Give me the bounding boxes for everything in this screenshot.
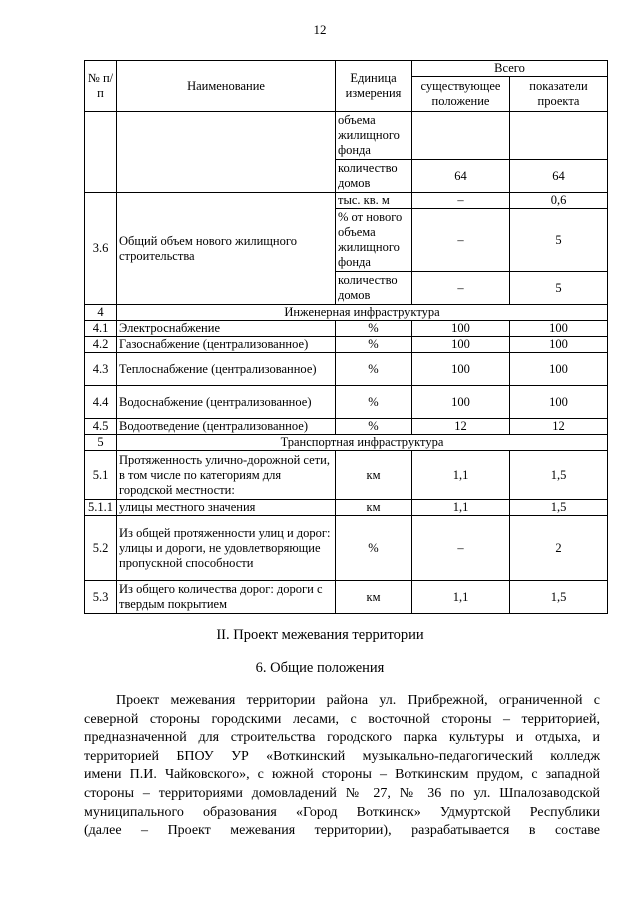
- cell-unit: %: [336, 516, 412, 581]
- cell-num: 4.1: [85, 321, 117, 337]
- table-row: [85, 386, 608, 419]
- cell-name: Водоотведение (централизованное): [117, 419, 336, 435]
- cell-name: Общий объем нового жилищного строительства: [117, 193, 336, 305]
- cell-project: 5: [510, 272, 608, 305]
- cell-project: 1,5: [510, 451, 608, 500]
- cell-existing: [412, 112, 510, 160]
- indicators-table: [84, 60, 608, 614]
- table-row: [85, 337, 608, 353]
- table-row: [85, 321, 608, 337]
- cell-name: Водоснабжение (централизованное): [117, 386, 336, 419]
- cell-num: 5.1.1: [85, 500, 117, 516]
- cell-unit: тыс. кв. м: [336, 193, 412, 209]
- cell-unit: км: [336, 500, 412, 516]
- cell-unit: %: [336, 386, 412, 419]
- cell-existing: –: [412, 209, 510, 272]
- cell-existing: –: [412, 516, 510, 581]
- cell-project: 0,6: [510, 193, 608, 209]
- cell-existing: –: [412, 272, 510, 305]
- cell-existing: 1,1: [412, 500, 510, 516]
- cell-num: 3.6: [85, 193, 117, 305]
- cell-project: 100: [510, 337, 608, 353]
- cell-num: 4.5: [85, 419, 117, 435]
- cell-num: 5.1: [85, 451, 117, 500]
- table-row: [85, 581, 608, 614]
- cell-num: 5.2: [85, 516, 117, 581]
- cell-name: Из общего количества дорог: дороги с твердым покрытием: [117, 581, 336, 614]
- paragraph-line: северной стороны городскими лесами, с восточной стороны – территорией,: [84, 711, 600, 727]
- header-total: Всего: [412, 61, 608, 77]
- part-heading: II. Проект межевания территории: [216, 627, 424, 643]
- cell-name: Газоснабжение (централизованное): [117, 337, 336, 353]
- cell-existing: 12: [412, 419, 510, 435]
- section-num: 5: [85, 435, 117, 451]
- cell-unit: км: [336, 451, 412, 500]
- cell-unit: %: [336, 419, 412, 435]
- cell-project: [510, 112, 608, 160]
- section-title: Транспортная инфраструктура: [117, 435, 608, 451]
- cell-num: 4.3: [85, 353, 117, 386]
- cell-num: 5.3: [85, 581, 117, 614]
- table-row: [85, 451, 608, 500]
- paragraph-line: предназначенной для строительства городского парка культуры и отдыха, и: [84, 730, 600, 746]
- header-project: показатели проекта: [510, 77, 608, 112]
- cell-existing: 1,1: [412, 581, 510, 614]
- section-heading: 6. Общие положения: [255, 660, 385, 676]
- paragraph-line: территорией БПОУ УР «Воткинский музыкально-педагогический колледж: [84, 748, 600, 764]
- cell-name: Теплоснабжение (централизованное): [117, 353, 336, 386]
- cell-existing: 100: [412, 321, 510, 337]
- cell-project: 100: [510, 386, 608, 419]
- cell-num: [85, 112, 117, 193]
- paragraph-line: Проект межевания территории района ул. Прибрежной, ограниченной с: [116, 693, 600, 708]
- cell-project: 100: [510, 353, 608, 386]
- table-row: [85, 516, 608, 581]
- cell-existing: –: [412, 193, 510, 209]
- cell-unit: количество домов: [336, 272, 412, 305]
- cell-project: 5: [510, 209, 608, 272]
- cell-num: 4.4: [85, 386, 117, 419]
- body-paragraph: [84, 692, 600, 841]
- cell-name: Электроснабжение: [117, 321, 336, 337]
- cell-existing: 64: [412, 160, 510, 193]
- cell-num: 4.2: [85, 337, 117, 353]
- cell-unit: объема жилищного фонда: [336, 112, 412, 160]
- paragraph-line: муниципального образования «Город Воткинск» Удмуртской Республики: [84, 804, 600, 820]
- cell-name: Протяженность улично-дорожной сети, в том числе по категориям для городской местности:: [117, 451, 336, 500]
- cell-unit: % от нового объема жилищного фонда: [336, 209, 412, 272]
- cell-unit: количество домов: [336, 160, 412, 193]
- cell-project: 1,5: [510, 581, 608, 614]
- section-title: Инженерная инфраструктура: [117, 305, 608, 321]
- table-row: [85, 193, 608, 209]
- header-existing: существующее положение: [412, 77, 510, 112]
- cell-unit: %: [336, 337, 412, 353]
- section-num: 4: [85, 305, 117, 321]
- cell-project: 1,5: [510, 500, 608, 516]
- cell-unit: км: [336, 581, 412, 614]
- table-row: [85, 353, 608, 386]
- header-row: [85, 61, 608, 77]
- cell-unit: %: [336, 353, 412, 386]
- cell-name: улицы местного значения: [117, 500, 336, 516]
- paragraph-line: стороны – территориями домовладений № 27, № 36 по ул. Шпалозаводской: [84, 785, 600, 801]
- cell-existing: 100: [412, 337, 510, 353]
- cell-project: 100: [510, 321, 608, 337]
- paragraph-line: (далее – Проект межевания территории), разрабатывается в составе: [84, 823, 600, 839]
- table-row: [85, 419, 608, 435]
- cell-project: 2: [510, 516, 608, 581]
- header-num: № п/п: [85, 61, 117, 112]
- page-number: 12: [313, 22, 327, 37]
- cell-unit: %: [336, 321, 412, 337]
- cell-existing: 1,1: [412, 451, 510, 500]
- cell-existing: 100: [412, 386, 510, 419]
- cell-name: Из общей протяженности улиц и дорог: улицы и дороги, не удовлетворяющие пропускной способности: [117, 516, 336, 581]
- paragraph-line: имени П.И. Чайковского», с южной стороны – Воткинским прудом, с западной: [84, 767, 600, 783]
- section-row: [85, 435, 608, 451]
- header-unit: Единица измерения: [336, 61, 412, 112]
- cell-project: 64: [510, 160, 608, 193]
- header-name: Наименование: [117, 61, 336, 112]
- cell-project: 12: [510, 419, 608, 435]
- cell-name: [117, 112, 336, 193]
- table-row: [85, 112, 608, 160]
- table-row: [85, 500, 608, 516]
- cell-existing: 100: [412, 353, 510, 386]
- section-row: [85, 305, 608, 321]
